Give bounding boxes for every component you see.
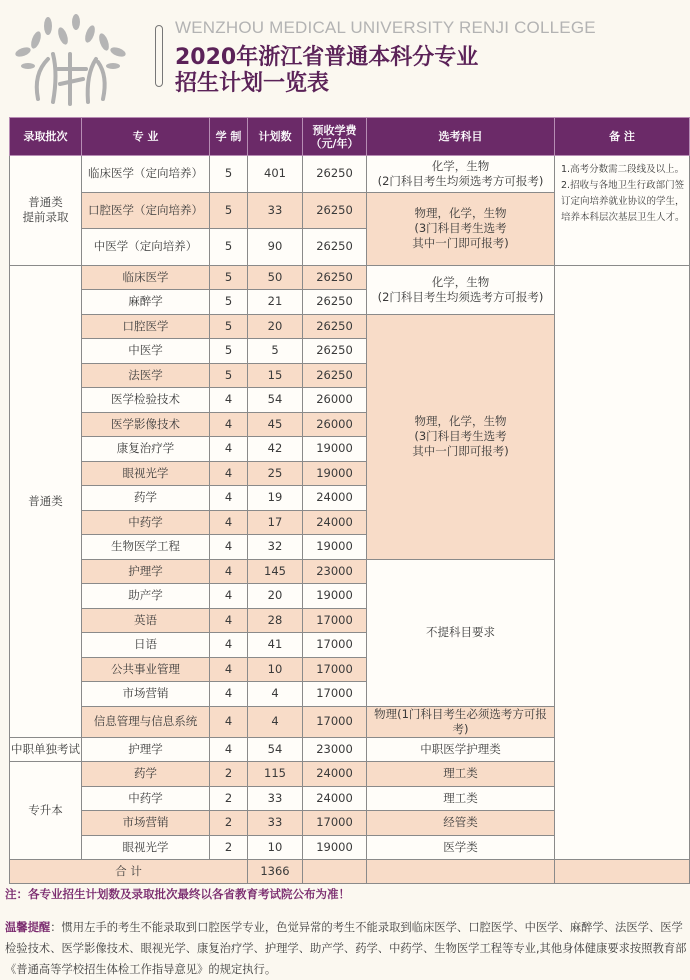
fee-cell: 19000 — [303, 437, 367, 462]
major-cell: 信息管理与信息系统 — [82, 706, 210, 737]
plan-cell: 50 — [248, 265, 303, 290]
fee-cell: 17000 — [303, 633, 367, 658]
fee-cell: 23000 — [303, 559, 367, 584]
fee-cell: 26250 — [303, 290, 367, 315]
years-cell: 4 — [210, 437, 248, 462]
years-cell: 4 — [210, 682, 248, 707]
years-cell: 4 — [210, 559, 248, 584]
subjects-cell: 医学类 — [367, 835, 555, 860]
total-row — [10, 860, 690, 884]
plan-cell: 54 — [248, 388, 303, 413]
years-cell: 2 — [210, 835, 248, 860]
plan-cell: 42 — [248, 437, 303, 462]
years-cell: 5 — [210, 363, 248, 388]
plan-cell: 15 — [248, 363, 303, 388]
fee-cell: 26250 — [303, 339, 367, 364]
fee-cell: 17000 — [303, 657, 367, 682]
plan-cell: 33 — [248, 786, 303, 811]
major-cell: 日语 — [82, 633, 210, 658]
page-title: 2020年浙江省普通本科分专业 — [175, 45, 479, 70]
plan-cell: 90 — [248, 229, 303, 266]
major-cell: 临床医学 — [82, 265, 210, 290]
years-cell: 4 — [210, 461, 248, 486]
years-cell: 5 — [210, 314, 248, 339]
major-cell: 中药学 — [82, 786, 210, 811]
subjects-cell: 经管类 — [367, 811, 555, 836]
years-cell: 4 — [210, 412, 248, 437]
column-header-subjects: 选考科目 — [367, 118, 555, 156]
notes-cell — [555, 265, 690, 860]
years-cell: 4 — [210, 486, 248, 511]
fee-cell: 17000 — [303, 706, 367, 737]
fee-cell: 24000 — [303, 786, 367, 811]
years-cell: 4 — [210, 388, 248, 413]
column-header-major: 专 业 — [82, 118, 210, 156]
column-header-plan: 计划数 — [248, 118, 303, 156]
subjects-cell: 物理，化学，生物 (3门科目考生选考 其中一门即可报考) — [367, 192, 555, 265]
major-cell: 英语 — [82, 608, 210, 633]
warm-tip-text: ：惯用左手的考生不能录取到口腔医学专业，色觉异常的考生不能录取到临床医学、口腔医学、中医学、麻醉学、法医学、医学检验技术、医学影像技术、眼视光学、康复治疗学、护理学、助产学、药学、中药学、生物医学工程等专业,其他身体健康要求按照教育部《普通高等学校招生体检工作指导意见》的规定执行。 — [5, 921, 687, 976]
plan-cell: 401 — [248, 156, 303, 193]
years-cell: 5 — [210, 339, 248, 364]
major-cell: 口腔医学 — [82, 314, 210, 339]
plan-cell: 17 — [248, 510, 303, 535]
fee-cell: 24000 — [303, 762, 367, 787]
fee-cell: 26250 — [303, 314, 367, 339]
plan-cell: 32 — [248, 535, 303, 560]
fee-cell: 17000 — [303, 811, 367, 836]
plan-cell: 20 — [248, 584, 303, 609]
major-cell: 中医学 — [82, 339, 210, 364]
major-cell: 市场营销 — [82, 682, 210, 707]
plan-cell: 115 — [248, 762, 303, 787]
warm-tip-label: 温馨提醒 — [5, 921, 51, 934]
major-cell: 中医学（定向培养） — [82, 229, 210, 266]
major-cell: 康复治疗学 — [82, 437, 210, 462]
major-cell: 药学 — [82, 762, 210, 787]
plan-cell: 10 — [248, 835, 303, 860]
fee-cell: 26250 — [303, 265, 367, 290]
plan-cell: 54 — [248, 737, 303, 762]
fee-cell: 26250 — [303, 363, 367, 388]
fee-cell: 26000 — [303, 388, 367, 413]
subjects-cell: 不提科目要求 — [367, 559, 555, 706]
fee-cell: 24000 — [303, 510, 367, 535]
fee-cell: 17000 — [303, 608, 367, 633]
plan-cell: 25 — [248, 461, 303, 486]
plan-cell: 33 — [248, 192, 303, 229]
total-plan: 1366 — [248, 860, 303, 884]
total-notes-empty — [555, 860, 690, 884]
plan-cell: 10 — [248, 657, 303, 682]
total-fee-empty — [303, 860, 367, 884]
total-subjects-empty — [367, 860, 555, 884]
plan-cell: 20 — [248, 314, 303, 339]
title-bracket-decoration — [155, 25, 163, 87]
plan-cell: 45 — [248, 412, 303, 437]
years-cell: 5 — [210, 229, 248, 266]
column-header-notes: 备 注 — [555, 118, 690, 156]
table-header-row — [10, 118, 690, 156]
plan-cell: 5 — [248, 339, 303, 364]
table-row — [10, 156, 690, 193]
major-cell: 助产学 — [82, 584, 210, 609]
table-row — [10, 265, 690, 290]
subjects-cell: 理工类 — [367, 786, 555, 811]
major-cell: 公共事业管理 — [82, 657, 210, 682]
plan-cell: 41 — [248, 633, 303, 658]
fee-cell: 19000 — [303, 461, 367, 486]
footnote: 注：各专业招生计划数及录取批次最终以各省教育考试院公布为准！ — [5, 887, 350, 901]
plan-cell: 4 — [248, 682, 303, 707]
years-cell: 4 — [210, 633, 248, 658]
subjects-cell: 物理(1门科目考生必须选考方可报考) — [367, 706, 555, 737]
years-cell: 4 — [210, 510, 248, 535]
fee-cell: 26250 — [303, 192, 367, 229]
fee-cell: 19000 — [303, 835, 367, 860]
plan-cell: 33 — [248, 811, 303, 836]
college-logo — [8, 14, 133, 106]
major-cell: 眼视光学 — [82, 461, 210, 486]
subjects-cell: 物理，化学，生物 (3门科目考生选考 其中一门即可报考) — [367, 314, 555, 559]
page-subtitle: 招生计划一览表 — [175, 71, 330, 96]
years-cell: 2 — [210, 811, 248, 836]
major-cell: 医学检验技术 — [82, 388, 210, 413]
years-cell: 4 — [210, 608, 248, 633]
years-cell: 2 — [210, 786, 248, 811]
warm-tip — [5, 917, 687, 980]
fee-cell: 26250 — [303, 229, 367, 266]
column-header-fee: 预收学费 （元/年） — [303, 118, 367, 156]
batch-cell: 中职单独考试 — [10, 737, 82, 762]
major-cell: 口腔医学（定向培养） — [82, 192, 210, 229]
years-cell: 5 — [210, 265, 248, 290]
years-cell: 4 — [210, 584, 248, 609]
years-cell: 2 — [210, 762, 248, 787]
column-header-years: 学 制 — [210, 118, 248, 156]
subjects-cell: 中职医学护理类 — [367, 737, 555, 762]
fee-cell: 19000 — [303, 535, 367, 560]
subjects-cell: 理工类 — [367, 762, 555, 787]
years-cell: 4 — [210, 535, 248, 560]
years-cell: 4 — [210, 706, 248, 737]
major-cell: 护理学 — [82, 737, 210, 762]
major-cell: 法医学 — [82, 363, 210, 388]
fee-cell: 26250 — [303, 156, 367, 193]
years-cell: 4 — [210, 737, 248, 762]
column-header-batch: 录取批次 — [10, 118, 82, 156]
years-cell: 5 — [210, 156, 248, 193]
major-cell: 中药学 — [82, 510, 210, 535]
major-cell: 药学 — [82, 486, 210, 511]
fee-cell: 24000 — [303, 486, 367, 511]
fee-cell: 19000 — [303, 584, 367, 609]
batch-cell: 普通类 — [10, 265, 82, 737]
fee-cell: 26000 — [303, 412, 367, 437]
subjects-cell: 化学，生物 (2门科目考生均须选考方可报考) — [367, 265, 555, 314]
plan-cell: 4 — [248, 706, 303, 737]
major-cell: 护理学 — [82, 559, 210, 584]
plan-cell: 19 — [248, 486, 303, 511]
major-cell: 临床医学（定向培养） — [82, 156, 210, 193]
fee-cell: 17000 — [303, 682, 367, 707]
major-cell: 市场营销 — [82, 811, 210, 836]
notes-cell: 1.高考分数需二段线及以上。 2.招收与各地卫生行政部门签订定向培养就业协议的学生，培养本科层次基层卫生人才。 — [555, 156, 690, 266]
batch-cell: 普通类 提前录取 — [10, 156, 82, 266]
plan-cell: 28 — [248, 608, 303, 633]
batch-cell: 专升本 — [10, 762, 82, 860]
plan-cell: 21 — [248, 290, 303, 315]
enrollment-plan-table — [9, 117, 690, 884]
major-cell: 麻醉学 — [82, 290, 210, 315]
major-cell: 生物医学工程 — [82, 535, 210, 560]
years-cell: 4 — [210, 657, 248, 682]
subjects-cell: 化学，生物 (2门科目考生均须选考方可报考) — [367, 156, 555, 193]
plan-cell: 145 — [248, 559, 303, 584]
major-cell: 医学影像技术 — [82, 412, 210, 437]
years-cell: 5 — [210, 290, 248, 315]
total-label: 合 计 — [10, 860, 248, 884]
major-cell: 眼视光学 — [82, 835, 210, 860]
years-cell: 5 — [210, 192, 248, 229]
college-english-name: WENZHOU MEDICAL UNIVERSITY RENJI COLLEGE — [175, 18, 596, 37]
fee-cell: 23000 — [303, 737, 367, 762]
